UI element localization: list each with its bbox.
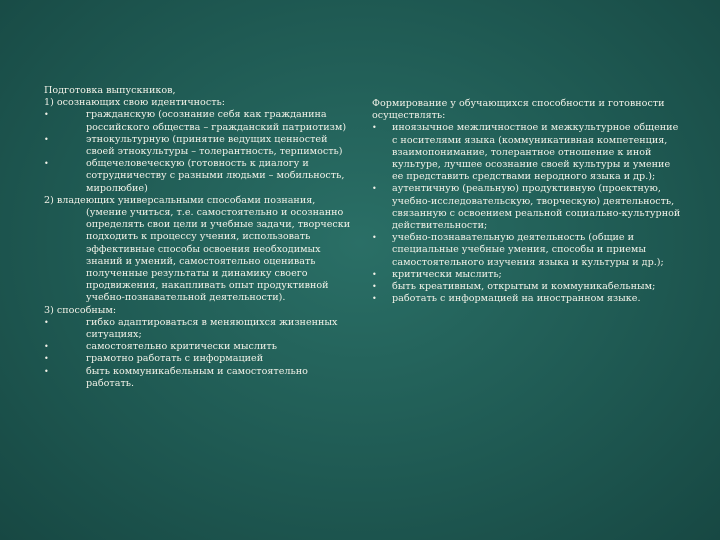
list-item xyxy=(44,317,354,341)
section2-heading: 2) владеющих универсальными способами познания, xyxy=(44,194,316,206)
list-item xyxy=(372,232,684,269)
section1-heading: 1) осознающих свою идентичность: xyxy=(44,97,225,109)
bullet-icon: • xyxy=(372,269,377,279)
list-item xyxy=(372,122,684,183)
bullet-icon: • xyxy=(44,317,49,327)
list-item-text: критически мыслить; xyxy=(392,268,502,280)
bullet-icon: • xyxy=(44,354,49,364)
list-item-text: грамотно работать с информацией xyxy=(86,353,264,365)
list-item-text: самостоятельно критически мыслить xyxy=(86,341,277,353)
section2-text: (умение учиться, т.е. самостоятельно и осознанно определять свои цели и учебные задачи, творчески подходить к процессу учения, использовать эффективные способы освоения необходимых знаний и умений, самостоятельно оценивать полученные результаты и динамику своего продвижения, накапливать опыт продуктивной учебно-познавательной деятельности). xyxy=(86,207,351,304)
list-item xyxy=(44,366,354,390)
list-item-text: гражданскую (осознание себя как гражданина российского общества – гражданский патриотизм) xyxy=(86,109,347,133)
list-item-text: гибко адаптироваться в меняющихся жизненных ситуациях; xyxy=(86,316,338,341)
left-title: Подготовка выпускников, xyxy=(44,85,176,96)
list-item-text: быть креативным, открытым и коммуникабельным; xyxy=(392,281,656,293)
list-item xyxy=(372,281,684,293)
bullet-icon: • xyxy=(372,282,377,292)
list-item-text: иноязычное межличностное и межкультурное общение с носителями языка (коммуникативная компетенция, взаимопонимание, толерантное отношение к иной культуре, лучшее осознание своей культуры и умение ее представить средствами неродного языка и др.); xyxy=(392,122,679,183)
list-item xyxy=(372,183,684,232)
bullet-icon: • xyxy=(44,134,49,144)
section2-body xyxy=(44,207,354,305)
section3-heading: 3) способным: xyxy=(44,304,117,316)
list-item-text: этнокультурную (принятие ведущих ценностей своей этнокультуры – толерантность, терпимость) xyxy=(86,133,343,158)
bullet-icon: • xyxy=(44,366,49,376)
list-item xyxy=(44,341,354,353)
list-item xyxy=(44,134,354,158)
list-item-text: аутентичную (реальную) продуктивную (проектную, учебно-исследовательскую, творческую) деятельность, связанную с освоением реальной социально-культурной действительности; xyxy=(392,183,681,232)
list-item xyxy=(44,353,354,365)
list-item-text: работать с информацией на иностранном языке. xyxy=(392,293,641,305)
list-item-text: общечеловеческую (готовность к диалогу и сотрудничеству с разными людьми – мобильность, миролюбие) xyxy=(86,158,345,194)
list-item-text: учебно-познавательную деятельность (общие и специальные учебные умения, способы и приемы самостоятельного изучения языка и культуры и др.); xyxy=(392,232,664,268)
bullet-icon: • xyxy=(372,233,377,243)
bullet-icon: • xyxy=(372,294,377,304)
left-column xyxy=(44,85,354,390)
list-item xyxy=(44,109,354,133)
list-item xyxy=(372,269,684,281)
bullet-icon: • xyxy=(372,123,377,133)
bullet-icon: • xyxy=(44,110,49,120)
right-column xyxy=(372,98,684,305)
bullet-icon: • xyxy=(372,184,377,194)
right-heading: Формирование у обучающихся способности и готовности осуществлять: xyxy=(372,98,665,122)
bullet-icon: • xyxy=(44,342,49,352)
bullet-icon: • xyxy=(44,159,49,169)
list-item xyxy=(44,158,354,195)
list-item-text: быть коммуникабельным и самостоятельно работать. xyxy=(86,365,308,389)
list-item xyxy=(372,293,684,305)
